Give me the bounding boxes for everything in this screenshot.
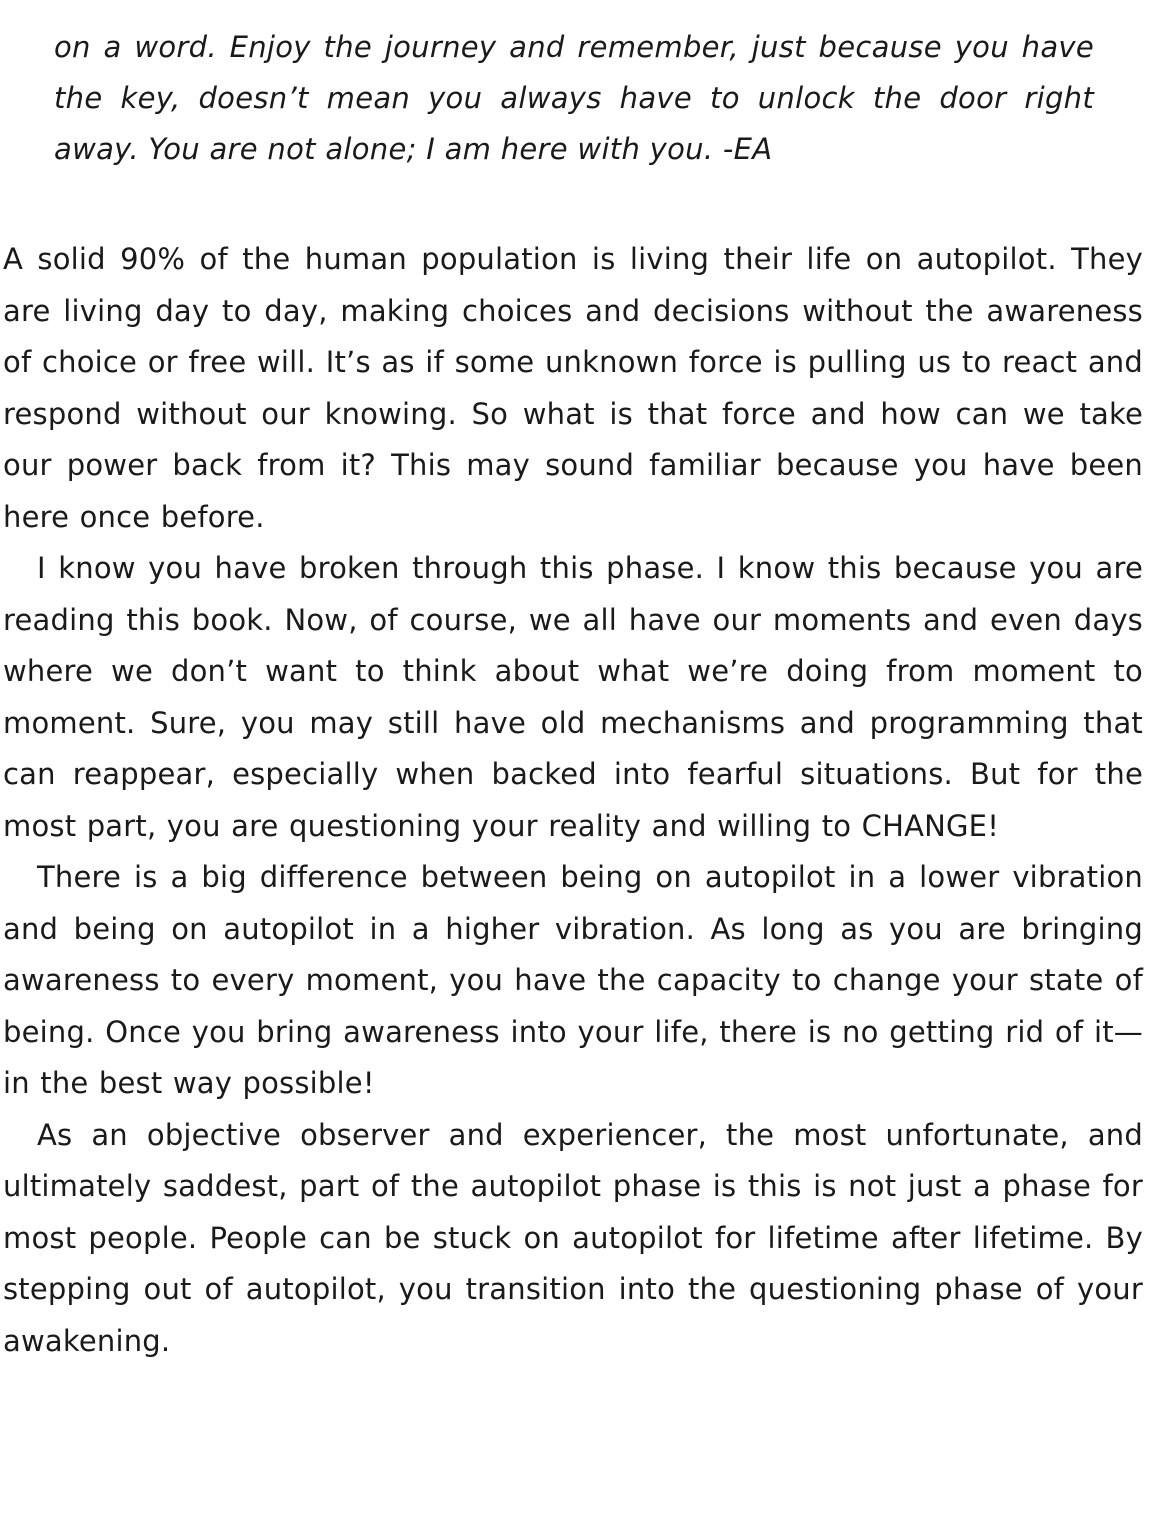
- paragraph: A solid 90% of the human population is living their life on autopilot. They are living day to day, making choices and decisions without the awareness of choice or free will. It’s as if some unknown force is pulling us to react and respond without our knowing. So what is that force and how can we take our power back from it? This may sound familiar because you have been here once before.: [3, 242, 1143, 534]
- paragraph: As an objective observer and experiencer, the most unfortunate, and ultimately saddest, part of the autopilot phase is this is not just a phase for most people. People can be stuck on autopilot for lifetime after lifetime. By stepping out of autopilot, you transition into the questioning phase of your awakening.: [3, 1117, 1143, 1358]
- epigraph-quote: on a word. Enjoy the journey and remember, just because you have the key, doesn’t mean you always have to unlock the door right away. You are not alone; I am here with you. -EA: [54, 30, 1094, 166]
- paragraph: I know you have broken through this phase. I know this because you are reading this book. Now, of course, we all have our moments and even days where we don’t want to think about what we’re doing from moment to moment. Sure, you may still have old mechanisms and programming that can reappear, especially when backed into fearful situations. But for the most part, you are questioning your reality and willing to CHANGE!: [3, 551, 1143, 843]
- body-text: [3, 234, 1143, 1367]
- paragraph: There is a big difference between being on autopilot in a lower vibration and being on autopilot in a higher vibration. As long as you are bringing awareness to every moment, you have the capacity to change your state of being. Once you bring awareness into your life, there is no getting rid of it—in the best way possible!: [3, 860, 1143, 1100]
